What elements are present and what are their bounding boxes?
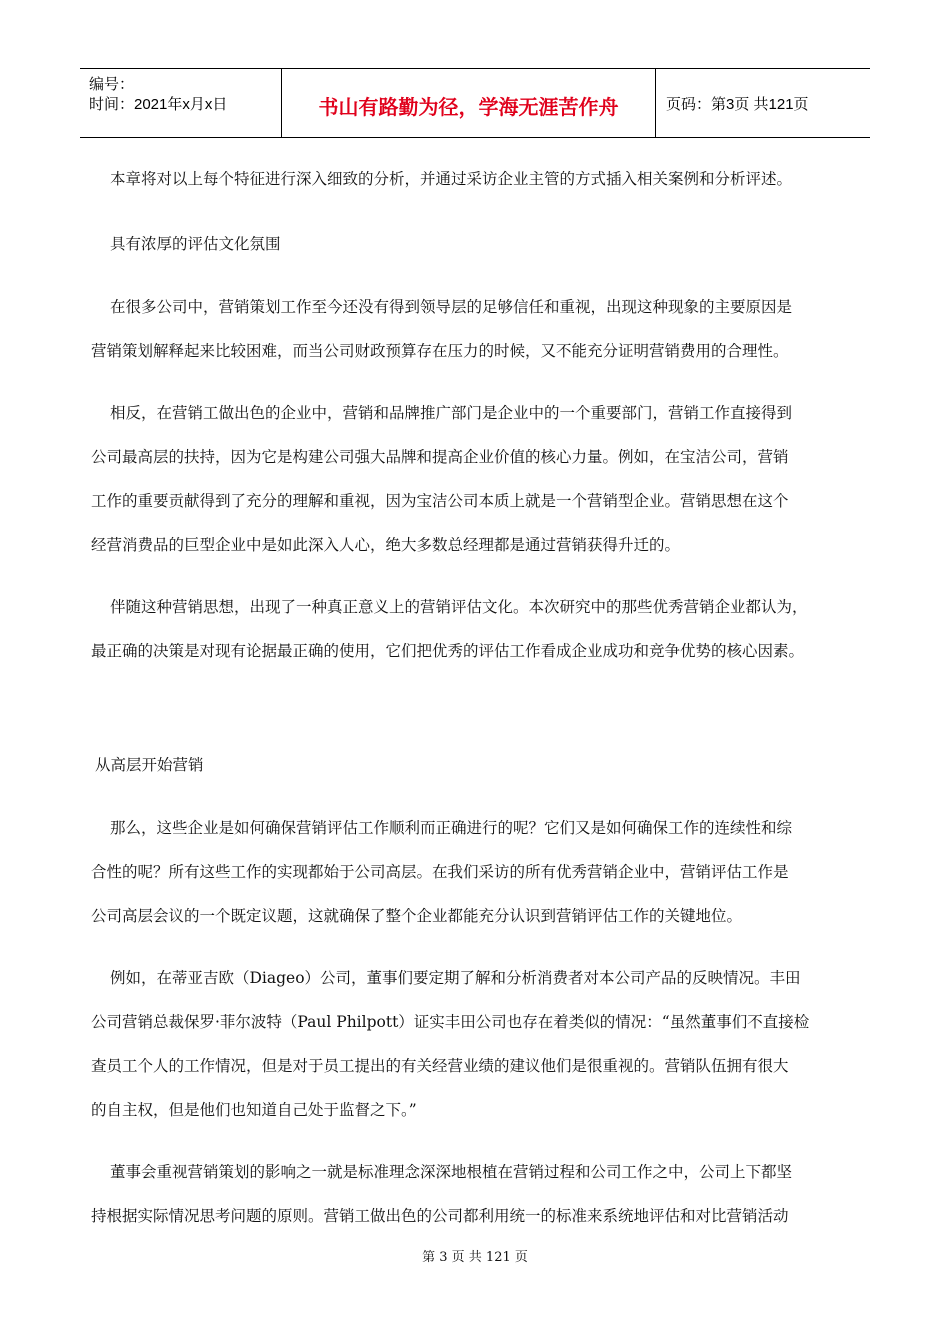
paragraph-line: 最正确的决策是对现有论据最正确的使用，它们把优秀的评估工作看成企业成功和竞争优势的核心因素。	[91, 642, 805, 660]
paragraph-line: 营销策划解释起来比较困难，而当公司财政预算存在压力的时候，又不能充分证明营销费用的合理性。	[91, 342, 789, 360]
paragraph-line: 查员工个人的工作情况，但是对于员工提出的有关经营业绩的建议他们是很重视的。营销队伍拥有很大	[91, 1057, 789, 1075]
paragraph-line: 董事会重视营销策划的影响之一就是标准理念深深地根植在营销过程和公司工作之中，公司上下都坚	[110, 1163, 793, 1181]
paragraph-excellent-firms	[91, 391, 861, 567]
paragraph-evaluation-culture	[91, 585, 861, 673]
paragraph-line: 伴随这种营销思想，出现了一种真正意义上的营销评估文化。本次研究中的那些优秀营销企业都认为，	[110, 598, 808, 616]
header-motto-cell	[281, 69, 656, 137]
header-info-cell	[80, 69, 281, 137]
paragraph-line: 持根据实际情况思考问题的原则。营销工做出色的公司都利用统一的标准来系统地评估和对比营销活动	[91, 1207, 789, 1225]
header-motto: 书山有路勤为径，学海无涯苦作舟	[318, 95, 619, 119]
paragraph-senior-management	[91, 806, 861, 938]
paragraph-line: 公司最高层的扶持，因为它是构建公司强大品牌和提高企业价值的核心力量。例如，在宝洁公司，营销	[91, 448, 789, 466]
section-heading-top-down-marketing: 从高层开始营销	[95, 756, 204, 774]
paragraph-line: 经营消费品的巨型企业中是如此深入人心，绝大多数总经理都是通过营销获得升迁的。	[91, 536, 681, 554]
paragraph-line: 的自主权，但是他们也知道自己处于监督之下。”	[91, 1101, 417, 1119]
paragraph-intro	[91, 157, 861, 201]
document-code-label: 编号：	[89, 76, 135, 93]
page-header	[80, 68, 870, 138]
paragraph-line: 合性的呢？所有这些工作的实现都始于公司高层。在我们采访的所有优秀营销企业中，营销评估工作是	[91, 863, 789, 881]
paragraph-diageo-toyota	[91, 956, 861, 1132]
paragraph-line: 公司高层会议的一个既定议题，这就确保了整个企业都能充分认识到营销评估工作的关键地位。	[91, 907, 743, 925]
paragraph-leadership-trust	[91, 285, 861, 373]
document-date-label: 时间：2021年x月x日	[89, 96, 228, 113]
paragraph-line: 本章将对以上每个特征进行深入细致的分析，并通过采访企业主管的方式插入相关案例和分析评述。	[110, 170, 793, 188]
paragraph-line: 公司营销总裁保罗·菲尔波特（Paul Philpott）证实丰田公司也存在着类似的情况：“虽然董事们不直接检	[91, 1013, 810, 1031]
paragraph-line: 相反，在营销工做出色的企业中，营销和品牌推广部门是企业中的一个重要部门，营销工作直接得到	[110, 404, 793, 422]
paragraph-board-standards	[91, 1150, 861, 1238]
header-page-info: 页码：第3页 共121页	[666, 96, 809, 113]
header-page-cell	[656, 69, 870, 137]
paragraph-line: 工作的重要贡献得到了充分的理解和重视，因为宝洁公司本质上就是一个营销型企业。营销思想在这个	[91, 492, 789, 510]
page-footer: 第 3 页 共 121 页	[422, 1250, 528, 1265]
paragraph-line: 例如，在蒂亚吉欧（Diageo）公司，董事们要定期了解和分析消费者对本公司产品的反映情况。丰田	[110, 969, 801, 987]
section-heading-evaluation-culture: 具有浓厚的评估文化氛围	[110, 235, 281, 253]
paragraph-line: 在很多公司中，营销策划工作至今还没有得到领导层的足够信任和重视，出现这种现象的主要原因是	[110, 298, 793, 316]
paragraph-line: 那么，这些企业是如何确保营销评估工作顺利而正确进行的呢？它们又是如何确保工作的连续性和综	[110, 819, 793, 837]
